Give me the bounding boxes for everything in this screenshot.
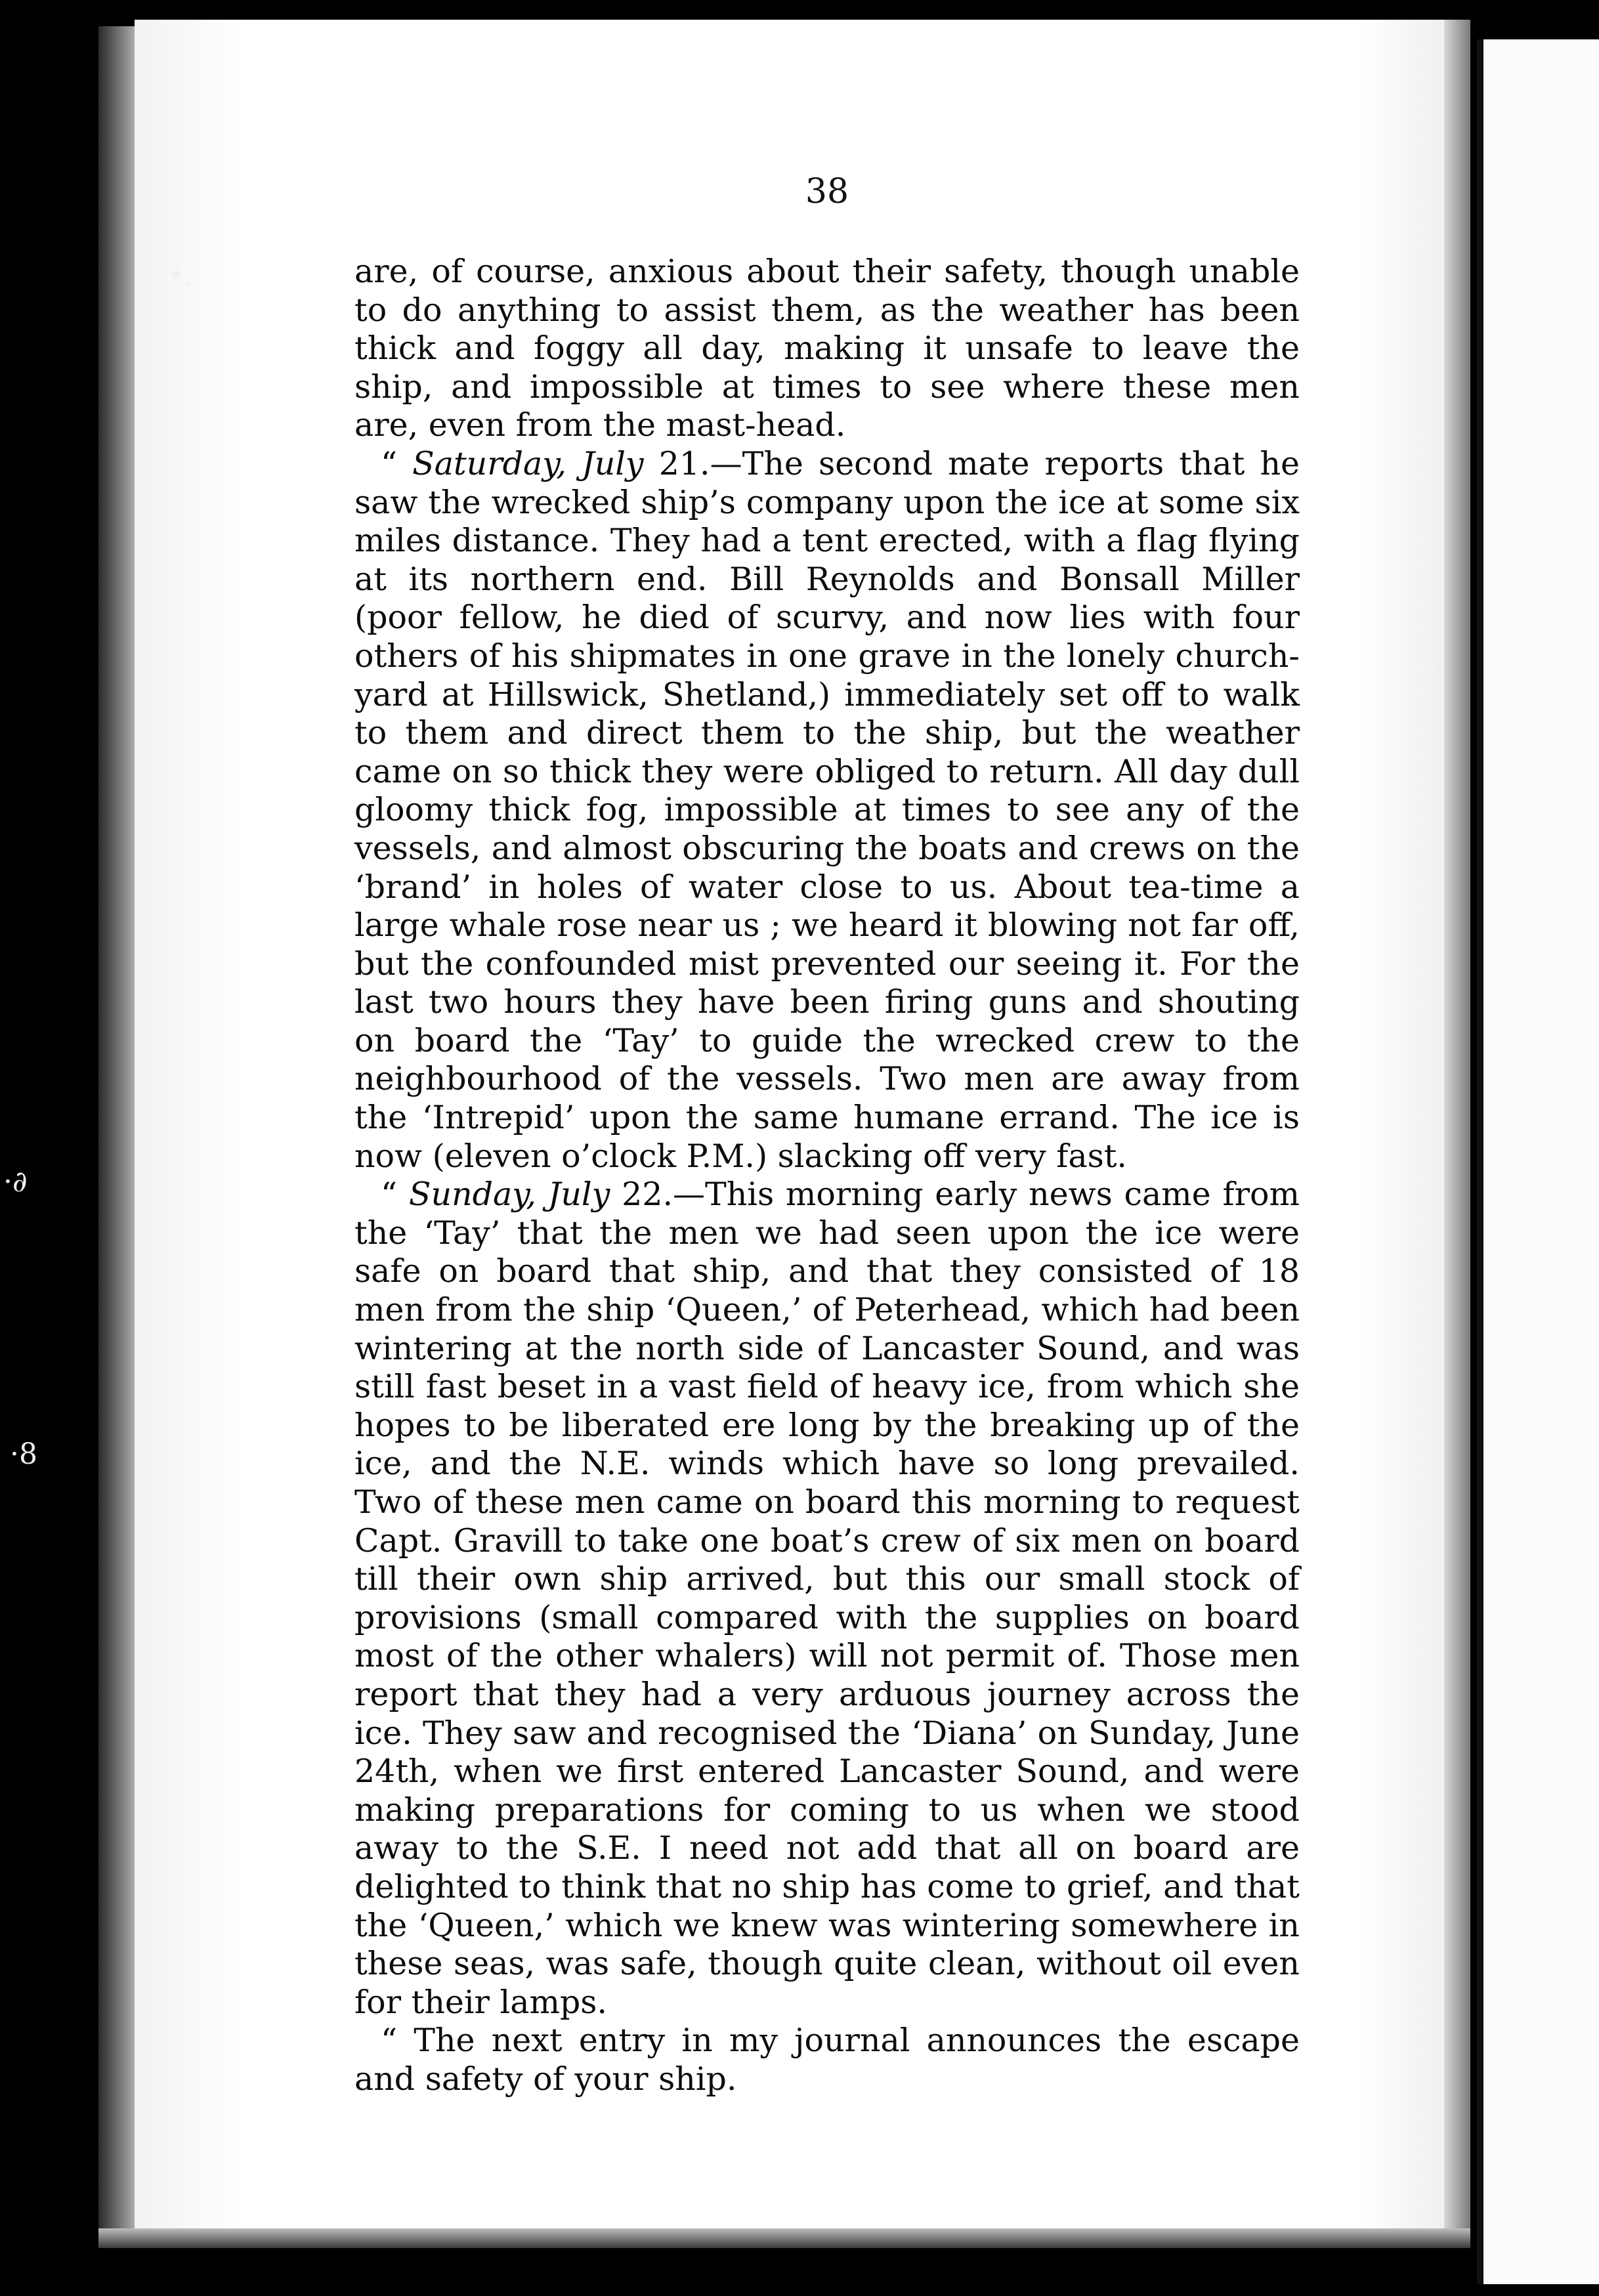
entry-date: Sunday, July: [408, 1176, 610, 1214]
paragraph: [354, 253, 1300, 445]
page-bottom-edge: [98, 2228, 1470, 2248]
paragraph-text: The next entry in my journal announces the escape and safety of your ship.: [354, 2022, 1300, 2098]
next-page-strip: [1483, 39, 1599, 2284]
paragraph-text: are, of course, anxious about their safety, though unable to do anything to assist them, as the weather has been thick and foggy all day, making it unsafe to leave the ship, and impossible at times to see where these men are, even from the mast-head.: [354, 253, 1300, 444]
opening-quote: “: [381, 2022, 398, 2060]
paragraph-text: 22.—This morning early news came from the ‘Tay’ that the men we had seen upon the ice were safe on board that ship, and that they consisted of 18 men from the ship ‘Queen,’ of Peterhead, which had been wintering at the north side of Lancaster Sound, and was still fast beset in a vast field of heavy ice, from which she hopes to be liberated ere long by the breaking up of the ice, and the N.E. winds which have so long prevailed. Two of these men came on board this morning to request Capt. Gravill to take one boat’s crew of six men on board till their own ship arrived, but this our small stock of provisions (small compared with the supplies on board most of the other whalers) will not permit of. Those men report that they had a very arduous journey across the ice. They saw and recognised the ‘Diana’ on Sunday, June 24th, when we first entered Lancaster Sound, and were making preparations for coming to us when we stood away to the S.E. I need not add that all on board are delighted to think that no ship has come to grief, and that the ‘Queen,’ which we knew was wintering somewhere in these seas, was safe, though quite clean, without oil even for their lamps.: [354, 1176, 1300, 2021]
entry-date: Saturday, July: [412, 444, 644, 482]
margin-mark: ·∂: [3, 1165, 28, 1199]
page-gutter-shadow: [1444, 20, 1470, 2248]
journal-entry-saturday: [354, 445, 1300, 1176]
paragraph-text: 21.—The second mate reports that he saw the wrecked ship’s company upon the ice at some six miles distance. They had a tent erected, with a flag flying at its northern end. Bill Reynolds and Bonsall Miller (poor fellow, he died of scurvy, and now lies with four others of his shipmates in one grave in the lonely church-yard at Hillswick, Shetland,) immediately set off to walk to them and direct them to the ship, but the weather came on so thick they were obliged to return. All day dull gloomy thick fog, impossible at times to see any of the vessels, and almost obscuring the boats and crews on the ‘brand’ in holes of water close to us. About tea-time a large whale rose near us ; we heard it blowing not far off, but the confounded mist prevented our seeing it. For the last two hours they have been firing guns and shouting on board the ‘Tay’ to guide the wrecked crew to the neighbourhood of the vessels. Two men are away from the ‘Intrepid’ upon the same humane errand. The ice is now (eleven o’clock P.M.) slacking off very fast.: [354, 444, 1300, 1175]
opening-quote: “: [381, 1176, 398, 1214]
margin-mark: ·8: [10, 1437, 37, 1471]
margin-mark: •.: [167, 259, 194, 293]
closing-paragraph: [354, 2022, 1300, 2098]
body-text: [354, 253, 1300, 2099]
journal-entry-sunday: [354, 1176, 1300, 2022]
opening-quote: “: [381, 444, 398, 482]
page-number: 38: [805, 172, 849, 211]
